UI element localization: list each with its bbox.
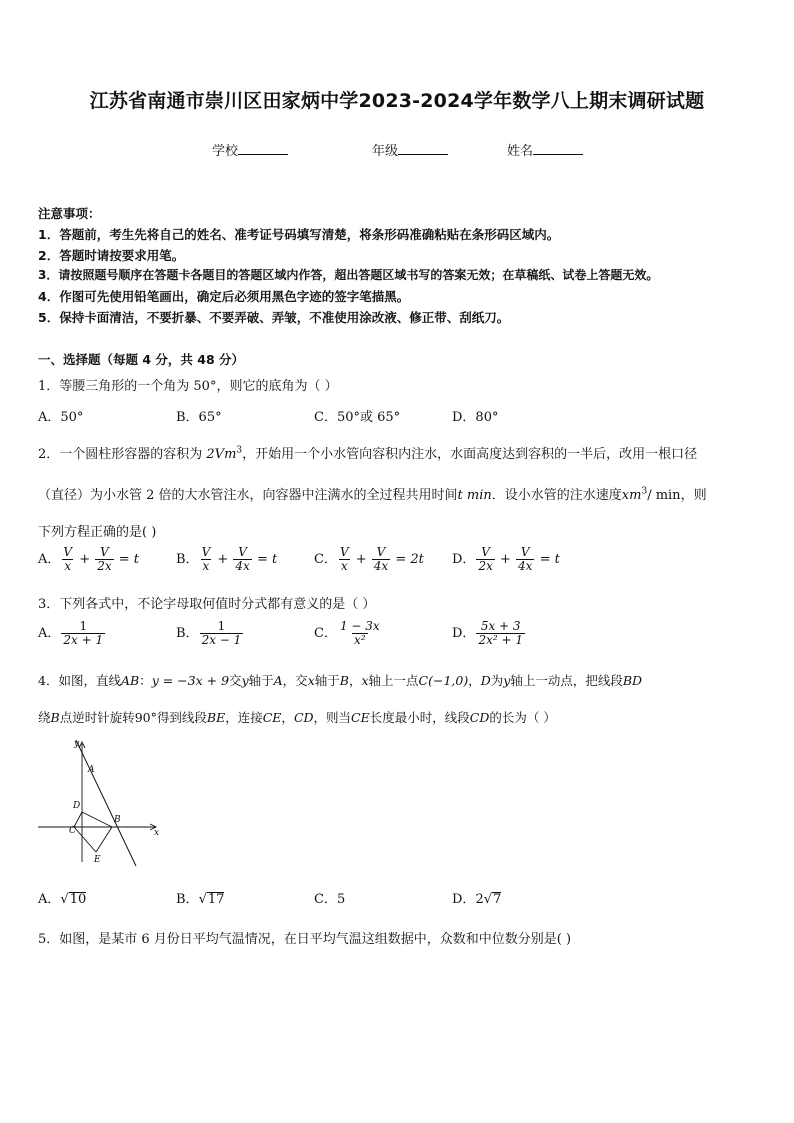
coefficient: 2 xyxy=(475,892,484,907)
q3-option-b xyxy=(176,620,244,647)
q4-math: CE xyxy=(351,710,370,725)
q1-option-a: A．50° xyxy=(38,410,84,425)
q4-math: CD xyxy=(293,710,314,725)
q4-text: 轴于 xyxy=(314,673,340,688)
segment-bd xyxy=(82,812,112,827)
question-2-line-1 xyxy=(38,443,697,462)
q2-volume: 2Vm xyxy=(206,447,237,462)
fraction xyxy=(516,546,534,573)
q4-text: 交 xyxy=(229,673,242,688)
q2-text: ，则 xyxy=(680,488,707,503)
q4-text: ， xyxy=(281,710,294,725)
q4-math: A xyxy=(273,673,283,688)
option-label: D． xyxy=(452,892,476,907)
q4-text: 轴上一点 xyxy=(368,673,419,688)
sqrt-sign: √ xyxy=(483,892,493,907)
q3-option-d xyxy=(452,620,526,647)
q4-math: AB xyxy=(120,673,140,688)
option-label: D． xyxy=(452,552,476,567)
q4-text: 绕 xyxy=(38,710,51,725)
q4-math: C(−1,0) xyxy=(418,673,469,688)
q4-text: 轴上一动点，把线段 xyxy=(510,673,623,688)
denominator: 4x xyxy=(235,559,250,573)
q2-text: （直径）为小水管 2 倍的大水管注水，向容器中注满水的全过程共用时间 xyxy=(38,488,458,503)
numerator: V xyxy=(481,545,490,559)
q4-math: y xyxy=(241,673,249,688)
q4-math: BE xyxy=(206,710,226,725)
radicand: 7 xyxy=(493,892,502,907)
q4-text: ， xyxy=(468,673,481,688)
q4-text: 长度最小时，线段 xyxy=(369,710,470,725)
q2-rate: xm xyxy=(621,488,642,503)
q1-option-d: D．80° xyxy=(452,410,499,425)
q2-option-d: D． $\frac{V}{2x}$ + $\frac{V}{4x}$ = t xyxy=(452,545,560,573)
q4-equation: y = −3x + 9 xyxy=(151,673,230,688)
q2-text: ，开始用一个小水管向容积内注水，水面高度达到容积的一半后，改用一根口径 xyxy=(242,447,698,462)
line-ab xyxy=(76,740,136,866)
fig-label-x: x xyxy=(154,828,160,838)
fig-label-e: E xyxy=(94,855,101,865)
q2-text: ．设小水管的注水速度 xyxy=(491,488,622,503)
fraction xyxy=(372,546,390,573)
numerator: V xyxy=(376,545,386,559)
name-blank xyxy=(533,142,583,155)
fig-label-d: D xyxy=(73,801,81,811)
q2-rate-unit: / min xyxy=(647,488,681,503)
school-label: 学校 xyxy=(212,144,239,159)
numerator: V xyxy=(63,545,73,559)
q4-option-d xyxy=(452,888,501,907)
grade-label: 年级 xyxy=(372,144,399,159)
q4-text: ，连接 xyxy=(225,710,263,725)
school-field xyxy=(212,140,288,159)
fraction xyxy=(233,546,251,573)
option-value: 5 xyxy=(336,892,346,907)
q2-option-c: C． $\frac{V}{x}$ + $\frac{V}{4x}$ = 2t xyxy=(314,545,424,573)
option-label: C． xyxy=(314,892,337,907)
cube-superscript: 3 xyxy=(641,486,648,497)
q2-time: t min xyxy=(457,488,492,503)
denominator: x xyxy=(202,559,210,573)
rhs: = 2t xyxy=(395,552,424,567)
fig-label-c: C xyxy=(69,826,76,836)
numerator: V xyxy=(238,545,247,559)
denominator: x xyxy=(64,559,72,573)
q3-option-c xyxy=(314,620,383,647)
note-item: 3．请按照题号顺序在答题卡各题目的答题区域内作答，超出答题区域书写的答案无效；在草稿纸、试卷上答题无效。 xyxy=(38,268,659,282)
q4-math: CE xyxy=(262,710,282,725)
q2-option-b: B． $\frac{V}{x}$ + $\frac{V}{4x}$ = t xyxy=(176,545,278,573)
note-item: 4．作图可先使用铅笔画出，确定后必须用黑色字迹的签字笔描黑。 xyxy=(38,289,410,304)
q1-option-c: C．50°或 65° xyxy=(314,410,401,425)
q4-option-c xyxy=(314,888,345,907)
q4-text: 的长为（ ） xyxy=(489,710,556,725)
numerator: V xyxy=(520,545,530,559)
denominator: 2x + 1 xyxy=(63,633,104,647)
exam-title: 江苏省南通市崇川区田家炳中学2023-2024学年数学八上期末调研试题 xyxy=(89,90,705,112)
rhs: = t xyxy=(256,552,278,567)
fraction xyxy=(61,620,105,647)
q4-text: ： xyxy=(139,673,152,688)
name-label: 姓名 xyxy=(507,144,534,159)
radicand: 10 xyxy=(69,892,87,907)
q4-option-b xyxy=(176,888,224,907)
denominator: x² xyxy=(354,633,366,647)
question-4-line-2 xyxy=(38,708,556,726)
denominator: 4x xyxy=(373,559,389,573)
fraction xyxy=(476,546,494,573)
fraction xyxy=(200,620,244,647)
rhs: = t xyxy=(118,552,140,567)
q4-math: CD xyxy=(469,710,490,725)
grade-field xyxy=(372,140,448,159)
q4-text: 轴于 xyxy=(248,673,274,688)
option-label: A． xyxy=(38,892,61,907)
option-label: D． xyxy=(452,626,476,641)
option-label: C． xyxy=(314,626,337,641)
denominator: 2x² + 1 xyxy=(478,633,523,647)
q4-text: ， xyxy=(348,673,362,688)
fig-label-a: A xyxy=(88,765,95,775)
radicand: 17 xyxy=(207,892,225,907)
cube-superscript: 3 xyxy=(236,445,243,456)
note-item: 5．保持卡面清洁，不要折暴、不要弄破、弄皱，不准使用涂改液、修正带、刮纸刀。 xyxy=(38,310,510,325)
rhs: = t xyxy=(539,552,560,567)
numerator: 5x + 3 xyxy=(480,619,521,633)
numerator: 1 xyxy=(217,619,226,633)
q4-figure xyxy=(36,734,166,870)
q4-math: B xyxy=(50,710,60,725)
fraction xyxy=(338,620,382,647)
q4-text: 得到线段 xyxy=(156,710,207,725)
q2-option-a: A． $\frac{V}{x}$ + $\frac{V}{2x}$ = t xyxy=(38,545,140,573)
q1-option-b: B．65° xyxy=(176,410,222,425)
option-label: C． xyxy=(314,552,337,567)
q4-option-a xyxy=(38,888,86,907)
segment-be xyxy=(96,827,112,852)
question-4-line-1 xyxy=(38,671,642,689)
fraction xyxy=(476,620,525,647)
q4-math: x xyxy=(361,673,369,688)
sqrt-sign: √ xyxy=(60,892,69,907)
q4-text: ，则当 xyxy=(313,710,352,725)
note-item: 1．答题前，考生先将自己的姓名、准考证号码填写清楚，将条形码准确粘贴在条形码区域内。 xyxy=(38,227,560,242)
option-label: B． xyxy=(176,892,199,907)
fraction xyxy=(200,546,213,573)
numerator: V xyxy=(100,545,109,559)
fig-label-y: y xyxy=(74,739,80,749)
option-label: B． xyxy=(176,626,199,641)
option-label: A． xyxy=(38,552,61,567)
q4-math: x xyxy=(307,673,315,688)
q3-option-a xyxy=(38,620,106,647)
q4-text: ，交 xyxy=(282,673,308,688)
segment-ce xyxy=(74,827,96,852)
question-2-line-3: 下列方程正确的是( ) xyxy=(38,525,157,540)
denominator: 2x − 1 xyxy=(201,633,242,647)
numerator: V xyxy=(201,545,211,559)
fraction xyxy=(338,546,351,573)
section-heading: 一、选择题（每题 4 分，共 48 分） xyxy=(38,352,245,367)
q4-math: D xyxy=(480,673,491,688)
q4-math: 90° xyxy=(134,710,157,725)
sqrt-sign: √ xyxy=(198,892,207,907)
option-label: B． xyxy=(176,552,199,567)
note-item: 2．答题时请按要求用笔。 xyxy=(38,248,185,263)
option-label: A． xyxy=(38,626,61,641)
question-1-stem: 1．等腰三角形的一个角为 50°，则它的底角为（ ） xyxy=(38,379,338,394)
question-5-stem: 5．如图，是某市 6 月份日平均气温情况，在日平均气温这组数据中，众数和中位数分别是( ) xyxy=(38,932,572,947)
question-3-stem: 3．下列各式中，不论字母取何值时分式都有意义的是（ ） xyxy=(38,597,376,612)
denominator: 4x xyxy=(518,559,533,573)
segment-cd xyxy=(74,812,82,827)
grade-blank xyxy=(398,142,448,155)
notes-heading: 注意事项： xyxy=(38,206,101,221)
school-blank xyxy=(238,142,288,155)
fig-label-b: B xyxy=(114,815,121,825)
denominator: 2x xyxy=(97,559,112,573)
fraction xyxy=(95,546,113,573)
q4-math: y xyxy=(503,673,511,688)
denominator: 2x xyxy=(478,559,493,573)
denominator: x xyxy=(340,559,348,573)
q4-text: 点逆时针旋转 xyxy=(59,710,135,725)
numerator: 1 − 3x xyxy=(339,619,380,633)
q2-text: 2．一个圆柱形容器的容积为 xyxy=(38,447,207,462)
question-2-line-2 xyxy=(38,484,707,503)
numerator: V xyxy=(339,545,349,559)
q4-math: B xyxy=(339,673,349,688)
fraction xyxy=(61,546,74,573)
q4-text: 为 xyxy=(490,673,504,688)
name-field xyxy=(507,140,583,159)
numerator: 1 xyxy=(79,619,88,633)
q4-text: 4．如图，直线 xyxy=(38,673,121,688)
q4-math: BD xyxy=(622,673,643,688)
